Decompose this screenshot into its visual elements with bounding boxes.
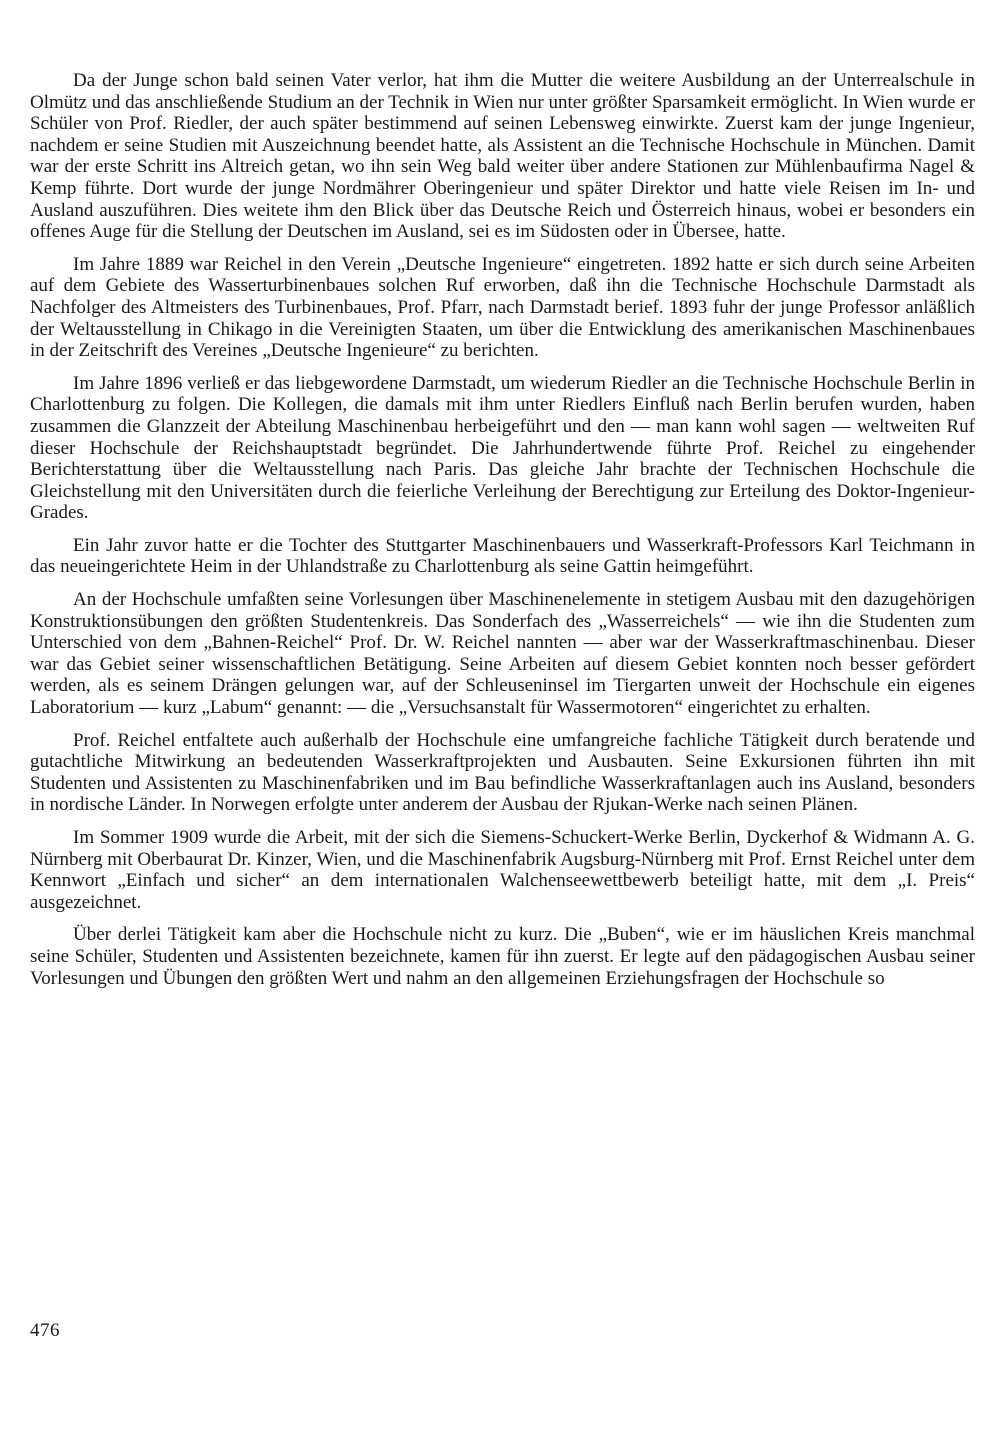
- paragraph: Da der Junge schon bald seinen Vater verlor, hat ihm die Mutter die weitere Ausbildung an der Unterrealschule in Olmütz und das anschließende Studium an der Technik in Wien nur unter größter Sparsamkeit ermöglicht. In Wien wurde er Schüler von Prof. Riedler, der auch später bestimmend auf seinen Lebensweg einwirkte. Zuerst kam der junge Ingenieur, nachdem er seine Studien mit Auszeichnung beendet hatte, als Assistent an die Technische Hochschule in München. Damit war der erste Schritt ins Altreich getan, wo ihn sein Weg bald weiter über andere Stationen zur Mühlenbaufirma Nagel & Kemp führte. Dort wurde der junge Nordmährer Oberingenieur und später Direktor und hatte viele Reisen im In- und Ausland auszuführen. Dies weitete ihm den Blick über das Deutsche Reich und Österreich hinaus, wobei er besonders ein offenes Auge für die Stellung der Deutschen im Ausland, sei es im Südosten oder in Übersee, hatte.: [30, 70, 975, 243]
- document-body: [30, 70, 975, 989]
- paragraph: Im Jahre 1896 verließ er das liebgewordene Darmstadt, um wiederum Riedler an die Technische Hochschule Berlin in Charlottenburg zu folgen. Die Kollegen, die damals mit ihm unter Riedlers Einfluß nach Berlin berufen wurden, haben zusammen die Glanzzeit der Abteilung Maschinenbau herbeigeführt und den — man kann wohl sagen — weltweiten Ruf dieser Hochschule der Reichshauptstadt begründet. Die Jahrhundertwende führte Prof. Reichel zu eingehender Berichterstattung über die Weltausstellung nach Paris. Das gleiche Jahr brachte der Technischen Hochschule die Gleichstellung mit den Universitäten durch die feierliche Verleihung der Berechtigung zur Erteilung des Doktor-Ingenieur-Grades.: [30, 372, 975, 524]
- paragraph: Ein Jahr zuvor hatte er die Tochter des Stuttgarter Maschinenbauers und Wasserkraft-Professors Karl Teichmann in das neueingerichtete Heim in der Uhlandstraße zu Charlottenburg als seine Gattin heimgeführt.: [30, 534, 975, 578]
- paragraph: An der Hochschule umfaßten seine Vorlesungen über Maschinenelemente in stetigem Ausbau mit den dazugehörigen Konstruktionsübungen den größten Studentenkreis. Das Sonderfach des „Wasserreichels“ — wie ihn die Studenten zum Unterschied von dem „Bahnen-Reichel“ Prof. Dr. W. Reichel nannten — aber war der Wasserkraftmaschinenbau. Dieser war das Gebiet seiner wissenschaftlichen Betätigung. Seine Arbeiten auf diesem Gebiet konnten noch besser gefördert werden, als es seinem Drängen gelungen war, auf der Schleuseninsel im Tiergarten unweit der Hochschule ein eigenes Laboratorium — kurz „Labum“ genannt: — die „Versuchsanstalt für Wassermotoren“ eingerichtet zu erhalten.: [30, 589, 975, 719]
- paragraph: Im Sommer 1909 wurde die Arbeit, mit der sich die Siemens-Schuckert-Werke Berlin, Dyckerhof & Widmann A. G. Nürnberg mit Oberbaurat Dr. Kinzer, Wien, und die Maschinenfabrik Augsburg-Nürnberg mit Prof. Ernst Reichel unter dem Kennwort „Einfach und sicher“ an dem internationalen Walchenseewettbewerb beteiligt hatte, mit dem „I. Preis“ ausgezeichnet.: [30, 827, 975, 913]
- paragraph: Prof. Reichel entfaltete auch außerhalb der Hochschule eine umfangreiche fachliche Tätigkeit durch beratende und gutachtliche Mitwirkung an bedeutenden Wasserkraftprojekten und Ausbauten. Seine Exkursionen führten ihn mit Studenten und Assistenten zu Maschinenfabriken und im Bau befindliche Wasserkraftanlagen auch ins Ausland, besonders in nordische Länder. In Norwegen erfolgte unter anderem der Ausbau der Rjukan-Werke nach seinen Plänen.: [30, 729, 975, 816]
- paragraph: Im Jahre 1889 war Reichel in den Verein „Deutsche Ingenieure“ eingetreten. 1892 hatte er sich durch seine Arbeiten auf dem Gebiete des Wasserturbinenbaues solchen Ruf erworben, daß ihn die Technische Hochschule Darmstadt als Nachfolger des Altmeisters des Turbinenbaues, Prof. Pfarr, nach Darmstadt berief. 1893 fuhr der junge Professor anläßlich der Weltausstellung in Chikago in die Vereinigten Staaten, um über die Entwicklung des amerikanischen Maschinenbaues in der Zeitschrift des Vereines „Deutsche Ingenieure“ zu berichten.: [30, 253, 975, 362]
- paragraph: Über derlei Tätigkeit kam aber die Hochschule nicht zu kurz. Die „Buben“, wie er im häuslichen Kreis manchmal seine Schüler, Studenten und Assistenten bezeichnete, kamen für ihn zuerst. Er legte auf den pädagogischen Ausbau seiner Vorlesungen und Übungen den größten Wert und nahm an den allgemeinen Erziehungsfragen der Hochschule so: [30, 924, 975, 989]
- page-number: 476: [30, 1320, 60, 1341]
